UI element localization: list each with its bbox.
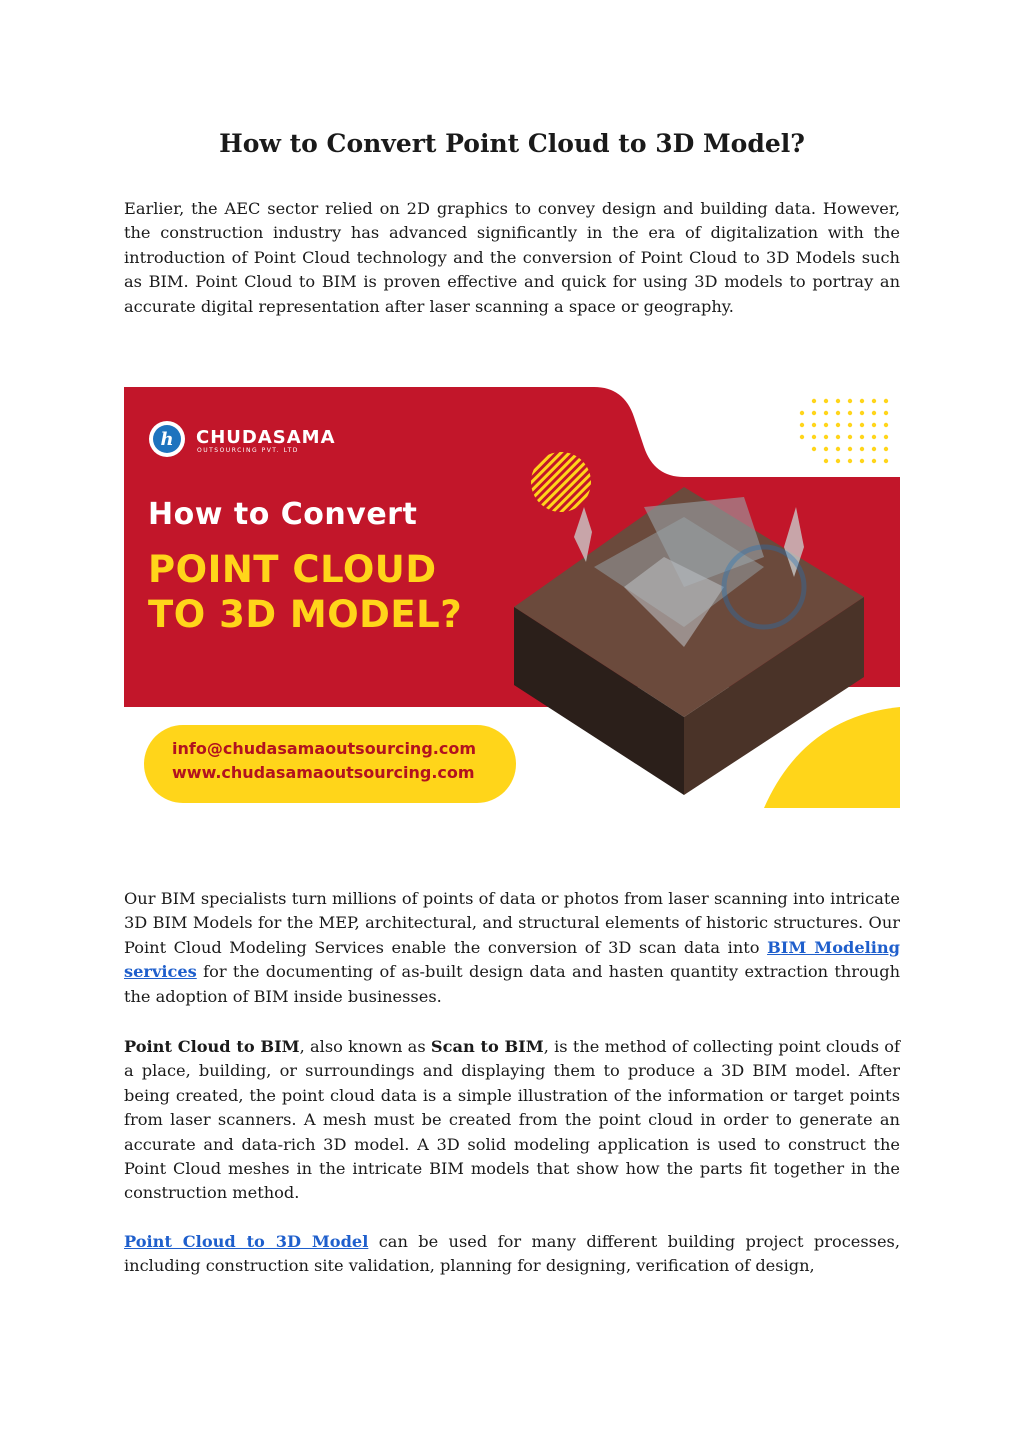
para4-text-rest: can be used for many different building project processes, including construction site validation, planning for designing, verification of design,: [124, 1232, 900, 1276]
banner-title-point-cloud: POINT CLOUD: [148, 548, 437, 591]
specialists-paragraph: [124, 887, 900, 1009]
uses-paragraph: [124, 1230, 900, 1279]
banner-email: info@chudasamaoutsourcing.com: [172, 739, 476, 758]
yellow-dots-pattern: [800, 399, 888, 463]
page-title: How to Convert Point Cloud to 3D Model?: [219, 129, 805, 158]
para2-text-before: Our BIM specialists turn millions of points of data or photos from laser scanning into intricate 3D BIM Models for the MEP, architectural, and structural elements of historic structures. Our Point Cloud Modeling Services enable the conversion of 3D scan data into: [124, 889, 900, 957]
intro-paragraph: Earlier, the AEC sector relied on 2D graphics to convey design and building data. However, the construction industry has advanced significantly in the era of digitalization with the introduction of Point Cloud technology and the conversion of Point Cloud to 3D Models such as BIM. Point Cloud to BIM is proven effective and quick for using 3D models to portray an accurate digital representation after laser scanning a space or geography.: [124, 199, 900, 316]
point-cloud-to-bim-term: Point Cloud to BIM: [124, 1037, 300, 1056]
para2-text-after: for the documenting of as-built design data and hasten quantity extraction through the adoption of BIM inside businesses.: [124, 962, 900, 1006]
banner-title-line1: How to Convert: [148, 497, 418, 532]
logo-subtitle: OUTSOURCING PVT. LTD: [197, 447, 299, 454]
bim-modeling-services-link[interactable]: BIM Modeling services: [124, 937, 900, 982]
logo-name: CHUDASAMA: [196, 427, 336, 448]
scan-to-bim-term: Scan to BIM: [430, 1037, 544, 1056]
banner-website: www.chudasamaoutsourcing.com: [172, 763, 475, 782]
yellow-hatched-circle: [531, 452, 591, 512]
banner-image: [124, 387, 900, 808]
banner-title-line2: [148, 547, 462, 637]
para3-text-rest: , is the method of collecting point clouds of a place, building, or surroundings and displaying them to produce a 3D BIM model. After being created, the point cloud data is a simple illustration of the information or target points from laser scanners. A mesh must be created from the point cloud in order to generate an accurate and data-rich 3D model. A 3D solid modeling application is used to construct the Point Cloud meshes in the intricate BIM models that show how the parts fit together in the construction method.: [124, 1037, 901, 1203]
para3-text-mid: , also known as: [299, 1037, 431, 1056]
point-cloud-to-3d-model-link[interactable]: Point Cloud to 3D Model: [124, 1232, 369, 1251]
scan-to-bim-paragraph: [124, 1035, 900, 1206]
banner-title-3d-model: TO 3D MODEL?: [148, 593, 463, 636]
logo-letter-icon: h: [160, 429, 174, 450]
